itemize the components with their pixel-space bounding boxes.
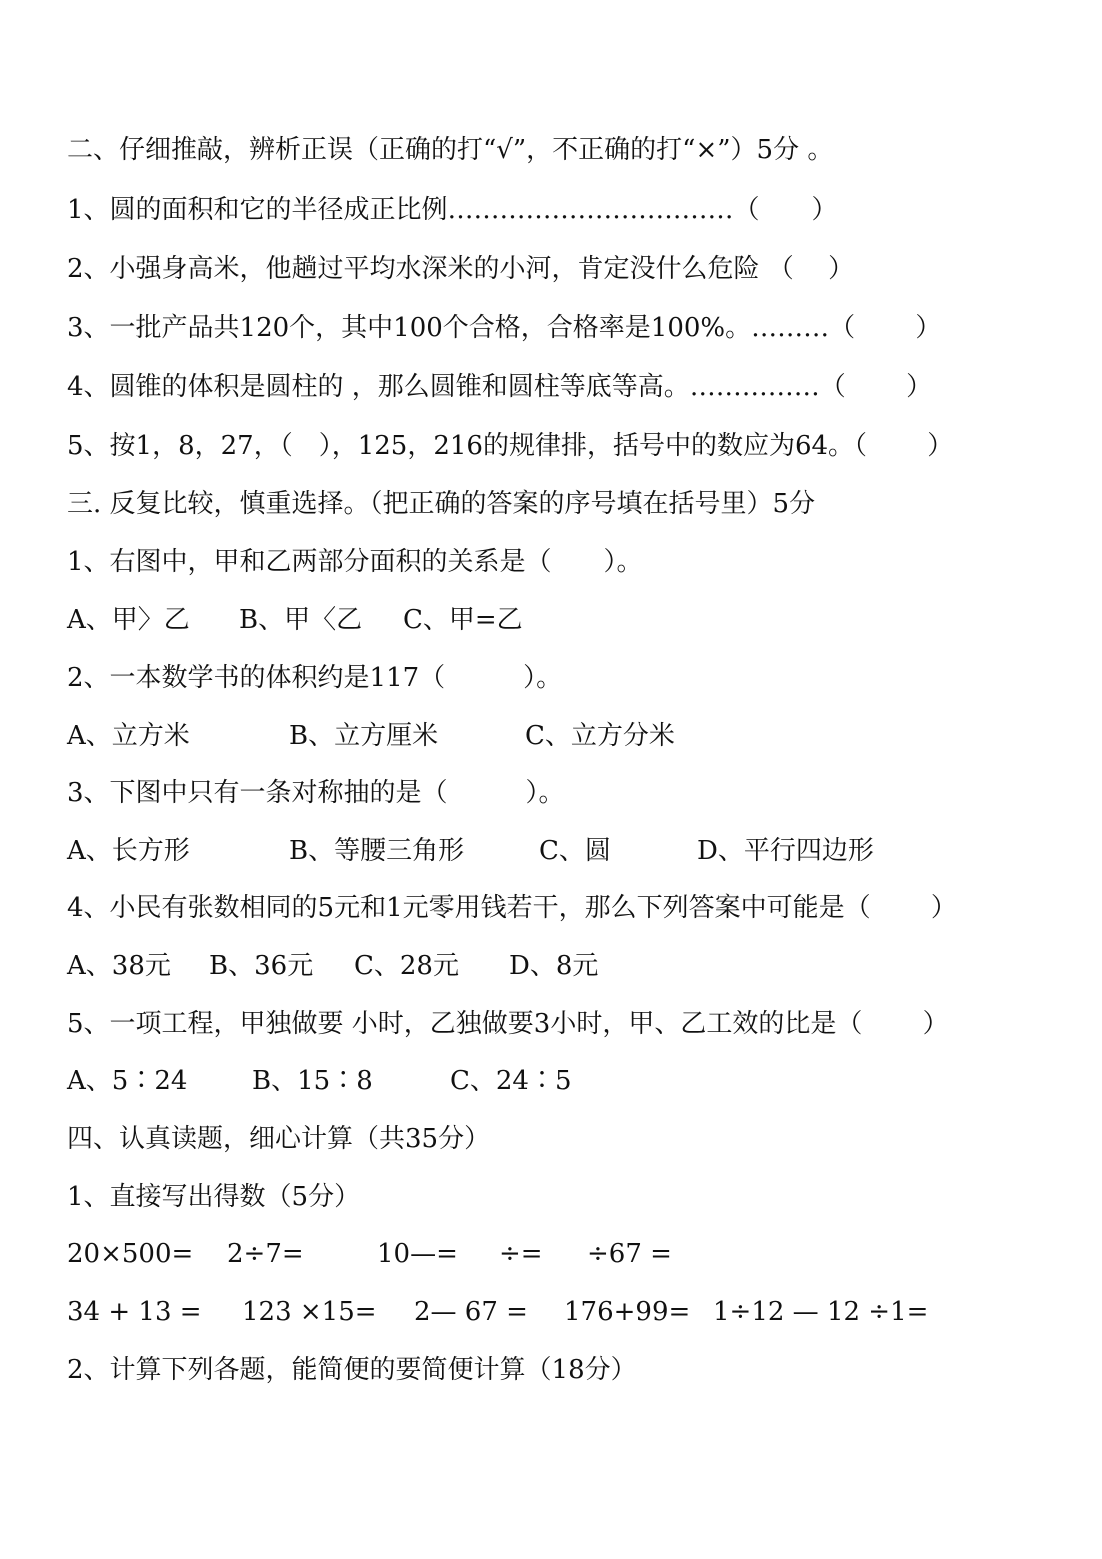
option-b: B、等腰三角形 xyxy=(289,836,465,866)
calc-row-1 xyxy=(67,1237,672,1271)
calc-item: 176+99= xyxy=(564,1297,691,1327)
section3-options-4 xyxy=(67,949,599,983)
option-d: D、8元 xyxy=(509,951,599,981)
section3-options-3 xyxy=(67,834,874,868)
option-d: D、平行四边形 xyxy=(697,836,874,866)
option-a: A、甲〉乙 xyxy=(67,605,190,635)
section4-part1-title: 1、直接写出得数（5分） xyxy=(67,1182,361,1212)
option-a: A、立方米 xyxy=(67,721,190,751)
option-c: C、24∶5 xyxy=(450,1066,572,1096)
section4-heading: 四、认真读题，细心计算（共35分） xyxy=(67,1124,491,1154)
calc-item: 10—= xyxy=(377,1239,458,1269)
section3-question-5: 5、一项工程，甲独做要 小时，乙独做要3小时，甲、乙工效的比是（ ） xyxy=(67,1009,949,1039)
calc-item: 20×500= xyxy=(67,1239,194,1269)
option-c: C、立方分米 xyxy=(525,721,675,751)
calc-row-2 xyxy=(67,1295,929,1329)
section3-heading: 三. 反复比较，慎重选择。（把正确的答案的序号填在括号里）5分 xyxy=(67,489,816,519)
section4-part2-title: 2、计算下列各题，能简便的要简便计算（18分） xyxy=(67,1355,637,1385)
option-c: C、圆 xyxy=(539,836,611,866)
section2-heading: 二、仔细推敲，辨析正误（正确的打“√”，不正确的打“×”）5分 。 xyxy=(67,135,834,165)
option-a: A、长方形 xyxy=(67,836,190,866)
calc-item: ÷= xyxy=(499,1239,543,1269)
option-a: A、5∶24 xyxy=(67,1066,188,1096)
section2-item-1: 1、圆的面积和它的半径成正比例……………………………（ ） xyxy=(67,195,838,225)
section2-item-3: 3、一批产品共120个，其中100个合格，合格率是100%。………（ ） xyxy=(67,313,942,343)
section3-question-3: 3、下图中只有一条对称抽的是（ ）。 xyxy=(67,778,565,808)
section2-item-4: 4、圆锥的体积是圆柱的 ，那么圆锥和圆柱等底等高。……………（ ） xyxy=(67,372,933,402)
calc-item: ÷67 = xyxy=(587,1239,672,1269)
option-b: B、立方厘米 xyxy=(289,721,439,751)
section3-options-5 xyxy=(67,1064,572,1098)
section3-question-1: 1、右图中，甲和乙两部分面积的关系是（ ）。 xyxy=(67,547,643,577)
option-a: A、38元 xyxy=(67,951,171,981)
section2-item-5: 5、按1，8，27，（ ），125，216的规律排，括号中的数应为64。（ ） xyxy=(67,431,954,461)
section3-options-1 xyxy=(67,603,523,637)
option-c: C、甲=乙 xyxy=(403,605,523,635)
calc-item: 2— 67 = xyxy=(414,1297,528,1327)
section2-item-2: 2、小强身高米，他趟过平均水深米的小河，肯定没什么危险 （ ） xyxy=(67,254,855,284)
section3-options-2 xyxy=(67,719,675,753)
option-c: C、28元 xyxy=(354,951,459,981)
option-b: B、15∶8 xyxy=(252,1066,373,1096)
calc-item: 1÷12 — 12 ÷1= xyxy=(713,1297,929,1327)
option-b: B、甲〈乙 xyxy=(239,605,363,635)
calc-item: 2÷7= xyxy=(227,1239,304,1269)
section3-question-4: 4、小民有张数相同的5元和1元零用钱若干，那么下列答案中可能是（ ） xyxy=(67,893,957,923)
section3-question-2: 2、一本数学书的体积约是117（ ）。 xyxy=(67,663,563,693)
calc-item: 34 + 13 = xyxy=(67,1297,202,1327)
calc-item: 123 ×15= xyxy=(242,1297,377,1327)
option-b: B、36元 xyxy=(209,951,314,981)
